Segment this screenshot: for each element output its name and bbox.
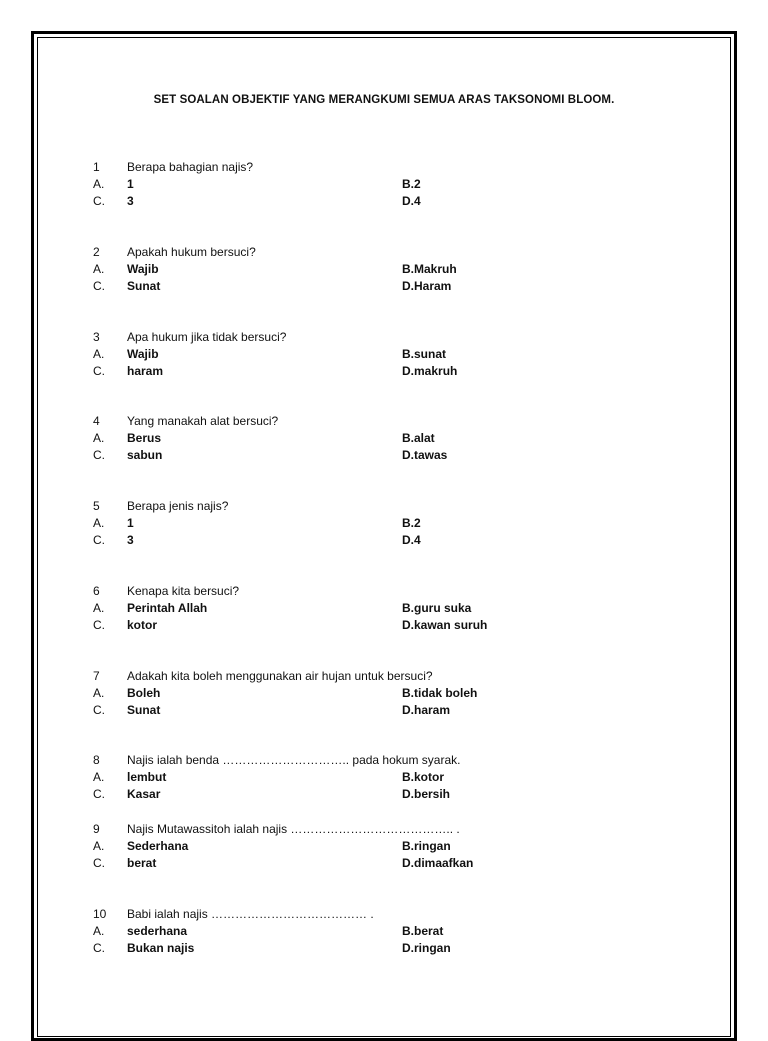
question-text: Apa hukum jika tidak bersuci? [127, 330, 287, 344]
option-a-label: A. [93, 601, 105, 615]
option-b: B.alat [402, 431, 435, 445]
question-number: 10 [93, 907, 107, 921]
question-number: 3 [93, 330, 100, 344]
question-text: Adakah kita boleh menggunakan air hujan untuk bersuci? [127, 669, 433, 683]
question-number: 1 [93, 160, 100, 174]
question-block [0, 752, 768, 803]
option-d: D.bersih [402, 787, 451, 801]
option-c: sabun [127, 448, 163, 462]
option-a: Sederhana [127, 839, 189, 853]
option-b: B.berat [402, 924, 444, 938]
option-c-label: C. [93, 787, 105, 801]
option-a: sederhana [127, 924, 188, 938]
option-a-label: A. [93, 177, 105, 191]
question-block [0, 668, 768, 719]
option-c: Kasar [127, 787, 161, 801]
option-a: Perintah Allah [127, 601, 208, 615]
option-c: haram [127, 364, 164, 378]
option-a-label: A. [93, 516, 105, 530]
question-text: Babi ialah najis ………………………………… . [127, 907, 374, 921]
question-text: Apakah hukum bersuci? [127, 245, 256, 259]
option-a: lembut [127, 770, 167, 784]
option-d: D.haram [402, 703, 451, 717]
option-a: Wajib [127, 262, 159, 276]
option-c-label: C. [93, 448, 105, 462]
option-d: D.kawan suruh [402, 618, 488, 632]
option-d: D.4 [402, 533, 421, 547]
option-d: D.4 [402, 194, 421, 208]
option-a: 1 [127, 177, 134, 191]
question-text: Najis Mutawassitoh ialah najis ………………………………….. . [127, 822, 460, 836]
question-text: Berapa jenis najis? [127, 499, 229, 513]
option-c: kotor [127, 618, 157, 632]
option-c-label: C. [93, 856, 105, 870]
option-c: Bukan najis [127, 941, 195, 955]
option-a-label: A. [93, 431, 105, 445]
option-c: berat [127, 856, 157, 870]
option-c-label: C. [93, 618, 105, 632]
option-c-label: C. [93, 533, 105, 547]
option-d: D.Haram [402, 279, 452, 293]
question-number: 2 [93, 245, 100, 259]
option-d: D.dimaafkan [402, 856, 474, 870]
option-c-label: C. [93, 279, 105, 293]
option-a-label: A. [93, 262, 105, 276]
question-text: Kenapa kita bersuci? [127, 584, 240, 598]
option-c-label: C. [93, 194, 105, 208]
question-block [0, 583, 768, 634]
question-number: 5 [93, 499, 100, 513]
option-a-label: A. [93, 924, 105, 938]
document-title: SET SOALAN OBJEKTIF YANG MERANGKUMI SEMUA ARAS TAKSONOMI BLOOM. [153, 94, 615, 106]
option-c: 3 [127, 533, 134, 547]
question-block [0, 159, 768, 210]
question-number: 8 [93, 753, 100, 767]
option-d: D.tawas [402, 448, 448, 462]
question-block [0, 413, 768, 464]
option-b: B.tidak boleh [402, 686, 478, 700]
question-number: 4 [93, 414, 100, 428]
option-c: 3 [127, 194, 134, 208]
question-block [0, 244, 768, 295]
option-a-label: A. [93, 347, 105, 361]
option-a-label: A. [93, 686, 105, 700]
option-d: D.ringan [402, 941, 451, 955]
question-block [0, 329, 768, 380]
option-b: B.Makruh [402, 262, 457, 276]
option-c: Sunat [127, 279, 161, 293]
option-a: Wajib [127, 347, 159, 361]
option-b: B.kotor [402, 770, 444, 784]
option-c-label: C. [93, 941, 105, 955]
option-d: D.makruh [402, 364, 458, 378]
option-c-label: C. [93, 364, 105, 378]
option-b: B.guru suka [402, 601, 472, 615]
option-c-label: C. [93, 703, 105, 717]
option-a-label: A. [93, 839, 105, 853]
option-a: Boleh [127, 686, 161, 700]
option-a: 1 [127, 516, 134, 530]
question-text: Berapa bahagian najis? [127, 160, 254, 174]
question-number: 9 [93, 822, 100, 836]
question-number: 7 [93, 669, 100, 683]
option-b: B.2 [402, 516, 421, 530]
option-b: B.sunat [402, 347, 447, 361]
option-a-label: A. [93, 770, 105, 784]
question-block [0, 821, 768, 872]
option-a: Berus [127, 431, 162, 445]
option-b: B.2 [402, 177, 421, 191]
question-text: Najis ialah benda ………………………….. pada hokum syarak. [127, 753, 461, 767]
option-b: B.ringan [402, 839, 451, 853]
question-text: Yang manakah alat bersuci? [127, 414, 279, 428]
option-c: Sunat [127, 703, 161, 717]
question-block [0, 498, 768, 549]
question-block [0, 906, 768, 957]
question-number: 6 [93, 584, 100, 598]
